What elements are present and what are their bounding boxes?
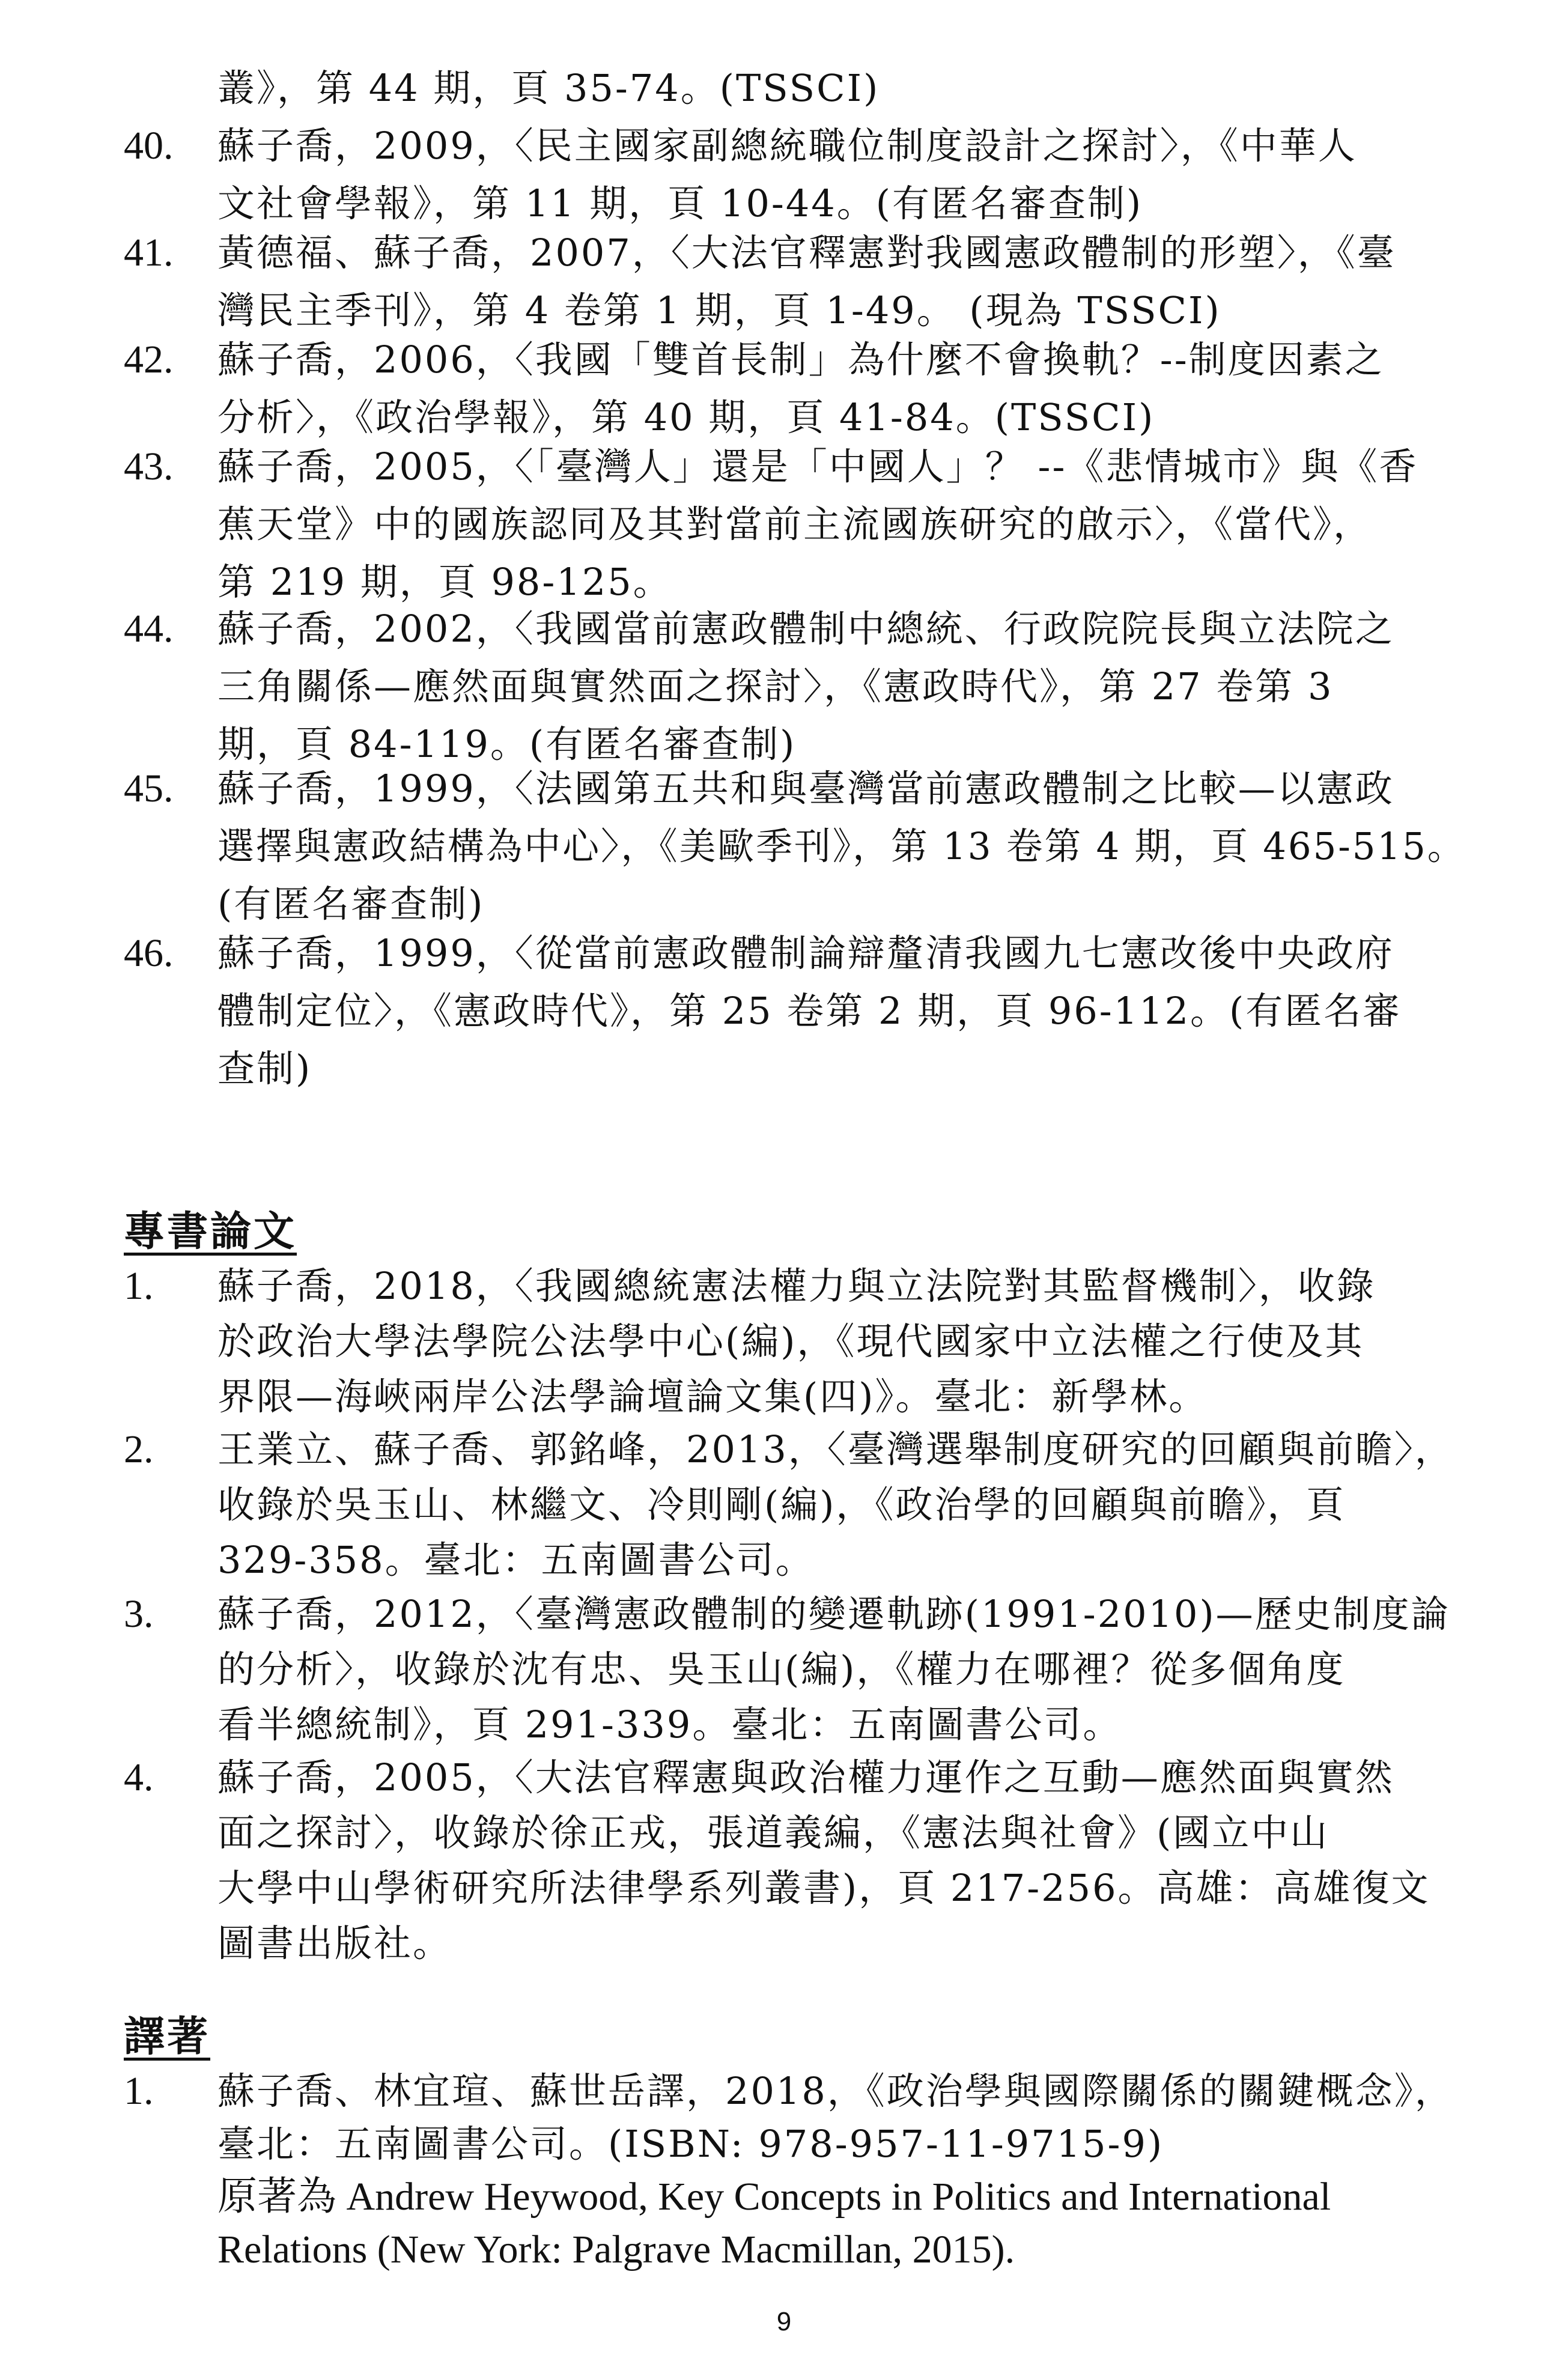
item-number: 2. bbox=[124, 1427, 154, 1471]
section-heading: 專書論文 bbox=[124, 1208, 297, 1256]
entry-line: 蘇子喬，2006，〈我國「雙首長制」為什麼不會換軌？--制度因素之 bbox=[217, 338, 1384, 381]
entry-line: 329-358。臺北：五南圖書公司。 bbox=[217, 1538, 815, 1582]
entry-line: 王業立、蘇子喬、郭銘峰，2013，〈臺灣選舉制度研究的回顧與前瞻〉， bbox=[217, 1427, 1454, 1471]
entry-line: 選擇與憲政結構為中心〉，《美歐季刊》，第 13 卷第 4 期，頁 465-515。 bbox=[217, 824, 1466, 868]
entry-line: 黃德福、蘇子喬，2007，〈大法官釋憲對我國憲政體制的形塑〉，《臺 bbox=[217, 231, 1396, 275]
item-number: 44. bbox=[124, 607, 174, 651]
item-number: 40. bbox=[124, 124, 174, 168]
entry-line: 三角關係—應然面與實然面之探討〉，《憲政時代》，第 27 卷第 3 bbox=[217, 664, 1334, 708]
entry-line: 界限—海峽兩岸公法學論壇論文集(四)》。臺北：新學林。 bbox=[217, 1375, 1208, 1418]
page-number: 9 bbox=[776, 2307, 792, 2336]
entry-line: 收錄於吳玉山、林繼文、冷則剛(編)，《政治學的回顧與前瞻》，頁 bbox=[217, 1483, 1346, 1527]
item-number: 43. bbox=[124, 445, 174, 488]
item-number: 42. bbox=[124, 338, 174, 381]
entry-line: 蘇子喬，2005，〈大法官釋憲與政治權力運作之互動—應然面與實然 bbox=[217, 1755, 1394, 1799]
entry-line: 蘇子喬，1999，〈從當前憲政體制論辯釐清我國九七憲改後中央政府 bbox=[217, 931, 1394, 975]
entry-line: 分析〉，《政治學報》，第 40 期，頁 41-84。(TSSCI) bbox=[217, 395, 1155, 439]
entry-line: 原著為 Andrew Heywood, Key Concepts in Politics and International bbox=[217, 2175, 1331, 2219]
item-number: 3. bbox=[124, 1592, 154, 1636]
entry-line: 體制定位〉，《憲政時代》，第 25 卷第 2 期，頁 96-112。(有匿名審 bbox=[217, 989, 1402, 1033]
section-heading: 譯著 bbox=[124, 2013, 211, 2061]
entry-line: 蘇子喬，2002，〈我國當前憲政體制中總統、行政院院長與立法院之 bbox=[217, 607, 1394, 651]
entry-line: 查制) bbox=[217, 1047, 312, 1090]
entry-line: 蘇子喬，2009，〈民主國家副總統職位制度設計之探討〉，《中華人 bbox=[217, 124, 1357, 168]
entry-line: 蘇子喬、林宜瑄、蘇世岳譯，2018，《政治學與國際關係的關鍵概念》， bbox=[217, 2069, 1454, 2113]
entry-line: 蘇子喬，2005，〈「臺灣人」還是「中國人」？ --《悲情城市》與《香 bbox=[217, 445, 1418, 488]
entry-line: 於政治大學法學院公法學中心(編)，《現代國家中立法權之行使及其 bbox=[217, 1319, 1364, 1363]
entry-line: 蘇子喬，2012，〈臺灣憲政體制的變遷軌跡(1991-2010)—歷史制度論 bbox=[217, 1592, 1450, 1636]
entry-line: Relations (New York: Palgrave Macmillan, 2015). bbox=[217, 2228, 1015, 2271]
item-number: 41. bbox=[124, 231, 174, 275]
entry-line: 的分析〉，收錄於沈有忠、吳玉山(編)，《權力在哪裡？從多個角度 bbox=[217, 1647, 1346, 1691]
entry-line: 圖書出版社。 bbox=[217, 1921, 452, 1965]
entry-line: 灣民主季刊》，第 4 卷第 1 期，頁 1-49。 (現為 TSSCI) bbox=[217, 288, 1221, 332]
entry-line: 臺北：五南圖書公司。(ISBN: 978-957-11-9715-9) bbox=[217, 2122, 1164, 2166]
entry-line: 大學中山學術研究所法律學系列叢書)，頁 217-256。高雄：高雄復文 bbox=[217, 1866, 1430, 1910]
entry-line: 文社會學報》，第 11 期，頁 10-44。(有匿名審查制) bbox=[217, 181, 1143, 225]
item-number: 45. bbox=[124, 767, 174, 810]
entry-line: (有匿名審查制) bbox=[217, 882, 485, 926]
item-number: 1. bbox=[124, 2069, 154, 2113]
item-number: 1. bbox=[124, 1264, 154, 1308]
entry-line: 看半總統制》，頁 291-339。臺北：五南圖書公司。 bbox=[217, 1703, 1122, 1746]
item-number: 4. bbox=[124, 1755, 154, 1799]
entry-line: 蘇子喬，1999，〈法國第五共和與臺灣當前憲政體制之比較—以憲政 bbox=[217, 767, 1394, 810]
entry-line: 蘇子喬，2018，〈我國總統憲法權力與立法院對其監督機制〉，收錄 bbox=[217, 1264, 1376, 1308]
entry-line: 叢》，第 44 期，頁 35-74。(TSSCI) bbox=[217, 66, 880, 110]
entry-line: 面之探討〉，收錄於徐正戎，張道義編，《憲法與社會》(國立中山 bbox=[217, 1811, 1329, 1855]
entry-line: 期，頁 84-119。(有匿名審查制) bbox=[217, 722, 797, 766]
entry-line: 第 219 期，頁 98-125。 bbox=[217, 560, 672, 604]
entry-line: 蕉天堂》中的國族認同及其對當前主流國族研究的啟示〉，《當代》， bbox=[217, 502, 1373, 546]
item-number: 46. bbox=[124, 931, 174, 975]
